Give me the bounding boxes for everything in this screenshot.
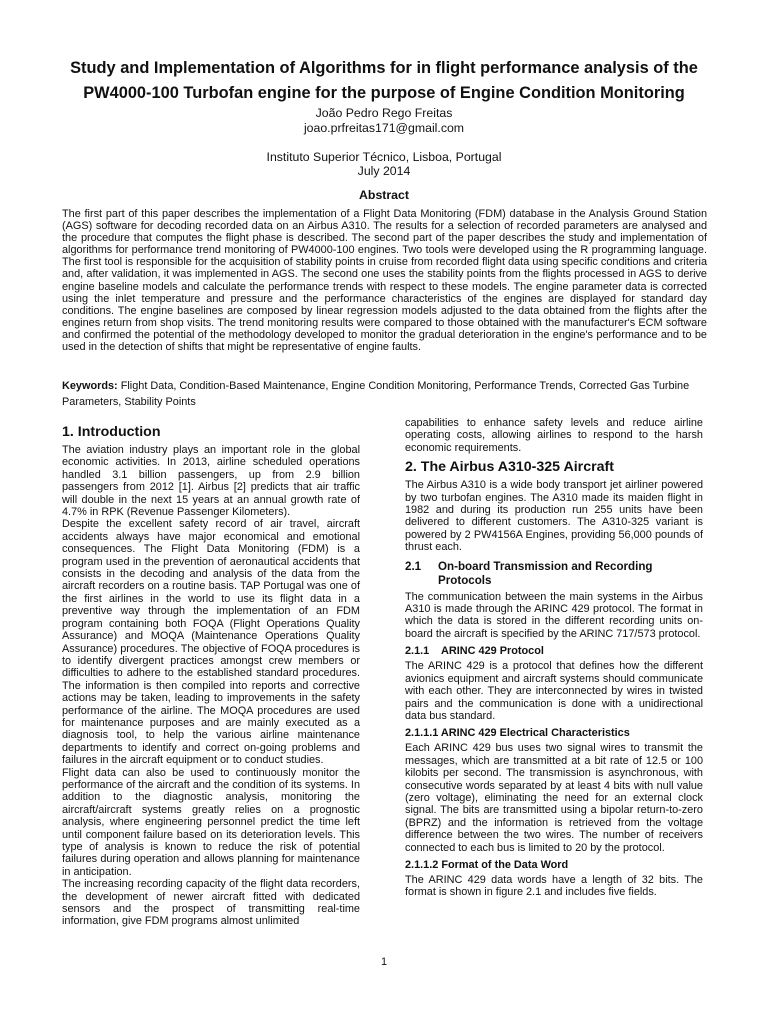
keywords-list: Flight Data, Condition-Based Maintenance, Engine Condition Monitoring, Performance Trends, Corrected Gas Turbine Parameters, Stability Points (62, 380, 690, 408)
subsection-heading-2-1-1 (405, 645, 703, 658)
title-line-1: Study and Implementation of Algorithms for in flight performance analysis of the (70, 59, 698, 77)
author-email: joao.prfreitas171@gmail.com (303, 121, 465, 135)
subsection-2-1-1-paragraph: The ARINC 429 is a protocol that defines how the different avionics equipment and aircraft systems should communicate with each other. They are interconnected by wires in twisted pairs and the communication is done with a unidirectional data bus standard. (405, 660, 703, 722)
keywords (62, 379, 707, 410)
subsection-heading-2-1-1-2: 2.1.1.2 Format of the Data Word (405, 858, 569, 871)
intro-paragraph-3: Flight data can also be used to continuously monitor the performance of the aircraft and the condition of its systems. In addition to the diagnostic analysis, monitoring the aircraft/aircraft systems greatly relies on a prognostic analysis, where engineering personnel predict the time left until component failure based on its deterioration levels. This type of analysis is known to reduce the risk of potential failures during operation and allows planning for maintenance in anticipation. (62, 766, 360, 878)
title-line-2: PW4000-100 Turbofan engine for the purpose of Engine Condition Monitoring (83, 84, 685, 102)
institution: Instituto Superior Técnico, Lisboa, Portugal (266, 150, 502, 164)
subsection-heading-2-1 (405, 560, 703, 588)
publication-date: July 2014 (357, 164, 411, 178)
subsection-heading-2-1-1-1: 2.1.1.1 ARINC 429 Electrical Characteristics (405, 727, 630, 740)
keywords-label: Keywords: (62, 380, 118, 392)
subsection-number-2-1: 2.1 (405, 559, 422, 573)
author-name: João Pedro Rego Freitas (315, 106, 453, 120)
left-column (62, 423, 360, 928)
abstract-text: The first part of this paper describes the implementation of a Flight Data Monitoring (FDM) database in the Analysis Ground Station (AGS) software for decoding recorded data on an Airbus A310. The results for a selection of recorded parameters are analysed and the procedure that computes the flight phase is described. The second part of the paper describes the study and implementation of algorithms for performance trend monitoring of PW4000-100 engines. Two tools were developed using the R programming language. The first tool is responsible for the acquisition of stability points in cruise from recorded flight data using specific conditions and criteria and, after validation, it was implemented in AGS. The second one uses the stability points from the flights processed in AGS to derive engine baseline models and calculate the performance trends with respect to these models. The engine parameter data is corrected using the inlet temperature and pressure and the performance characteristics of the engines are displayed for standard day conditions. The engine baselines are composed by linear regression models adjusted to the data obtained from the flights after the engines return from shop visits. The trend monitoring results were compared to those obtained with the manufacturer's ECM software and confirmed the potential of the methodology developed to monitor the gradual deterioration in the engine's performance and to be used in the detection of shifts that might be representative of engine faults. (62, 208, 707, 354)
subsection-title-2-1: On-board Transmission and Recording Protocols (438, 559, 653, 587)
right-column (405, 417, 703, 899)
intro-paragraph-4: The increasing recording capacity of the flight data recorders, the development of newer aircraft fitted with dedicated sensors and the prospect of transmitting real-time information, give FDM programs almost unlimited (62, 878, 360, 928)
subsection-2-1-1-1-paragraph: Each ARINC 429 bus uses two signal wires to transmit the messages, which are transmitted at a bit rate of 12.5 or 100 kilobits per second. The transmission is asynchronous, with consecutive words separated by at least 4 bits with null value (zero voltage), eliminating the need for an external clock signal. The bits are transmitted using a bipolar return-to-zero (BPRZ) and the information is retrieved from the voltage difference between the two wires. The number of receivers connected to each bus is limited to 20 by the protocol. (405, 742, 703, 854)
subsection-2-1-paragraph: The communication between the main systems in the Airbus A310 is made through the ARINC 429 protocol. The format in which the data is stored in the different recording units on-board the aircraft is specified by the ARINC 717/573 protocol. (405, 590, 703, 640)
subsection-title-2-1-1: ARINC 429 Protocol (441, 645, 544, 658)
subsection-number-2-1-1: 2.1.1 (405, 645, 430, 658)
airbus-paragraph: The Airbus A310 is a wide body transport jet airliner powered by two turbofan engines. The A310 made its maiden flight in 1982 and during its production run 255 units have been delivered to different customers. The A310-325 variant is powered by 2 PW4156A Engines, providing 56,000 pounds of thrust each. (405, 479, 703, 554)
intro-paragraph-1: The aviation industry plays an important role in the global economic activities. In 2013, airline scheduled operations handled 3.1 billion passengers, up from 2.9 billion passengers from 2012 [1]. Airbus [2] predicts that air traffic will double in the next 15 years at an annual growth rate of 4.7% in RPK (Revenue Passenger Kilometers). (62, 444, 360, 519)
subsection-2-1-1-2-paragraph: The ARINC 429 data words have a length of 32 bits. The format is shown in figure 2.1 and includes five fields. (405, 873, 703, 899)
paper-title (30, 56, 738, 106)
section-heading-introduction: 1. Introduction (62, 424, 161, 440)
intro-paragraph-4-continued: capabilities to enhance safety levels and reduce airline operating costs, allowing airlines to respond to the harsh economic requirements. (405, 417, 703, 454)
abstract-heading: Abstract (359, 188, 409, 202)
intro-paragraph-2: Despite the excellent safety record of air travel, aircraft accidents always have major economical and emotional consequences. The Flight Data Monitoring (FDM) is a program used in the prevention of aeronautical accidents that consists in the decoding and analysis of the data from the aircraft recorders on a routine basis. TAP Portugal was one of the first airlines in the world to use its flight data in a preventive way through the implementation of an FDM program containing both FOQA (Flight Operations Quality Assurance) and MOQA (Maintenance Operations Quality Assurance) procedures. The objective of FOQA procedures is to identify divergent practices amongst crew members or difficulties to adhere to the established standard procedures. The information is then compiled into reports and corrective actions may be taken, leading to improvements in the safety performance of the airline. The MOQA procedures are used for maintenance purposes and are mainly executed as a diagnosis tool, to help the various airline maintenance departments to identify and correct on-going problems and failures in the aircraft equipment or to conduct studies. (62, 518, 360, 767)
section-heading-airbus: 2. The Airbus A310-325 Aircraft (405, 459, 614, 476)
page-number: 1 (380, 956, 388, 968)
